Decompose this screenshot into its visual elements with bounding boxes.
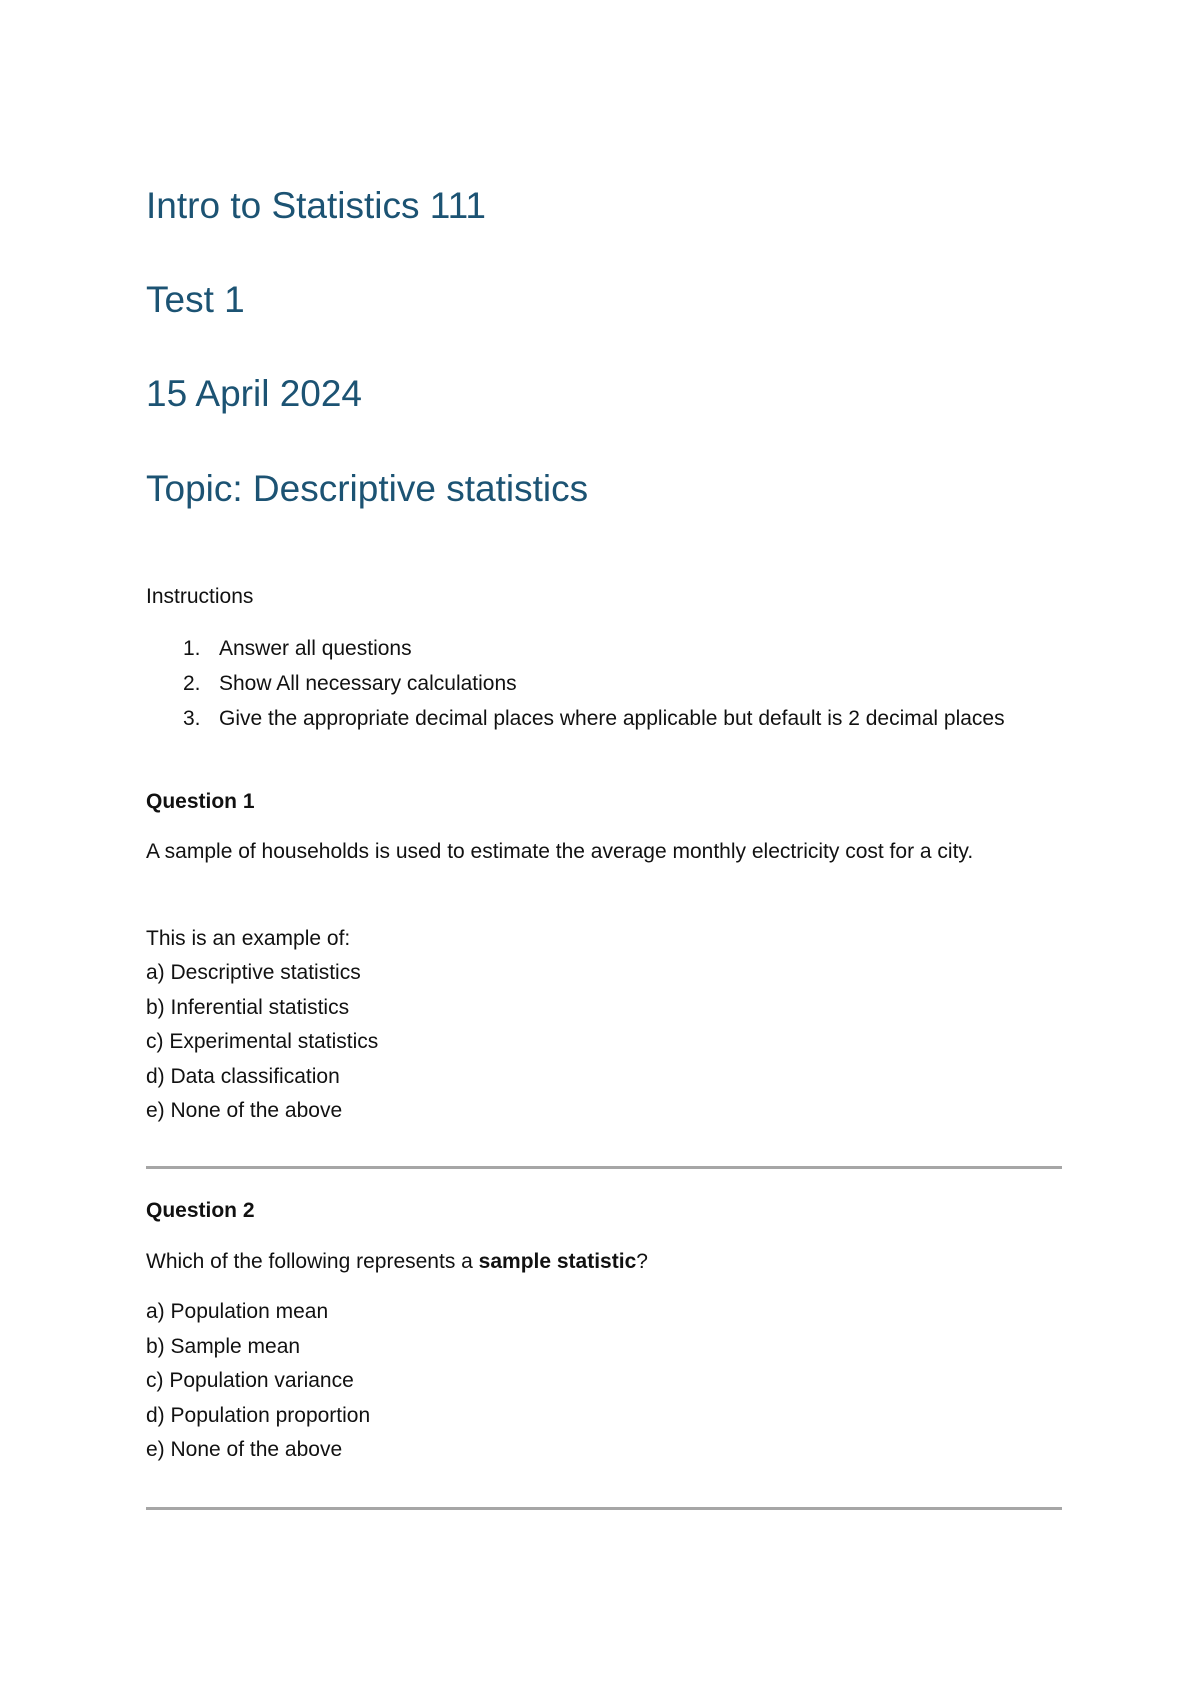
option-c: c) Experimental statistics (146, 1030, 379, 1054)
option-d: d) Data classification (146, 1064, 340, 1088)
question-2-text-before: Which of the following represents a (146, 1250, 479, 1273)
horizontal-divider (146, 1166, 1062, 1169)
question-1-lead: This is an example of: (146, 927, 351, 950)
option-a: a) Descriptive statistics (146, 961, 361, 984)
test-date: 15 April 2024 (146, 373, 363, 414)
question-1-title: Question 1 (146, 790, 255, 813)
option-a: a) Population mean (146, 1300, 329, 1323)
instructions-label: Instructions (146, 585, 254, 608)
question-2-title: Question 2 (146, 1199, 255, 1222)
question-2-emphasis: sample statistic (478, 1250, 637, 1273)
question-1-text: A sample of households is used to estimate the average monthly electricity cost for a city. (146, 840, 974, 863)
topic-title: Topic: Descriptive statistics (146, 468, 589, 509)
option-e: e) None of the above (146, 1099, 343, 1123)
question-2-text (146, 1244, 1062, 1279)
instruction-text: Give the appropriate decimal places where applicable but default is 2 decimal places (219, 707, 1005, 730)
instruction-item (146, 702, 1062, 736)
instruction-number: 2. (183, 672, 201, 695)
course-title: Intro to Statistics 111 (146, 185, 487, 226)
question-2-options (146, 1295, 370, 1468)
instruction-text: Show All necessary calculations (219, 672, 517, 695)
horizontal-divider (146, 1507, 1062, 1510)
question-1-options (146, 956, 378, 1129)
option-e: e) None of the above (146, 1438, 343, 1462)
option-b: b) Sample mean (146, 1334, 301, 1358)
test-title: Test 1 (146, 279, 245, 320)
option-b: b) Inferential statistics (146, 995, 350, 1019)
option-c: c) Population variance (146, 1369, 354, 1393)
question-2-text-after: ? (636, 1250, 648, 1273)
option-d: d) Population proportion (146, 1403, 371, 1427)
instruction-number: 3. (183, 707, 201, 730)
instruction-text: Answer all questions (219, 637, 412, 660)
instruction-item (146, 667, 1062, 701)
instructions-list (146, 632, 1062, 737)
instruction-item (146, 632, 1062, 666)
instruction-number: 1. (183, 637, 201, 660)
